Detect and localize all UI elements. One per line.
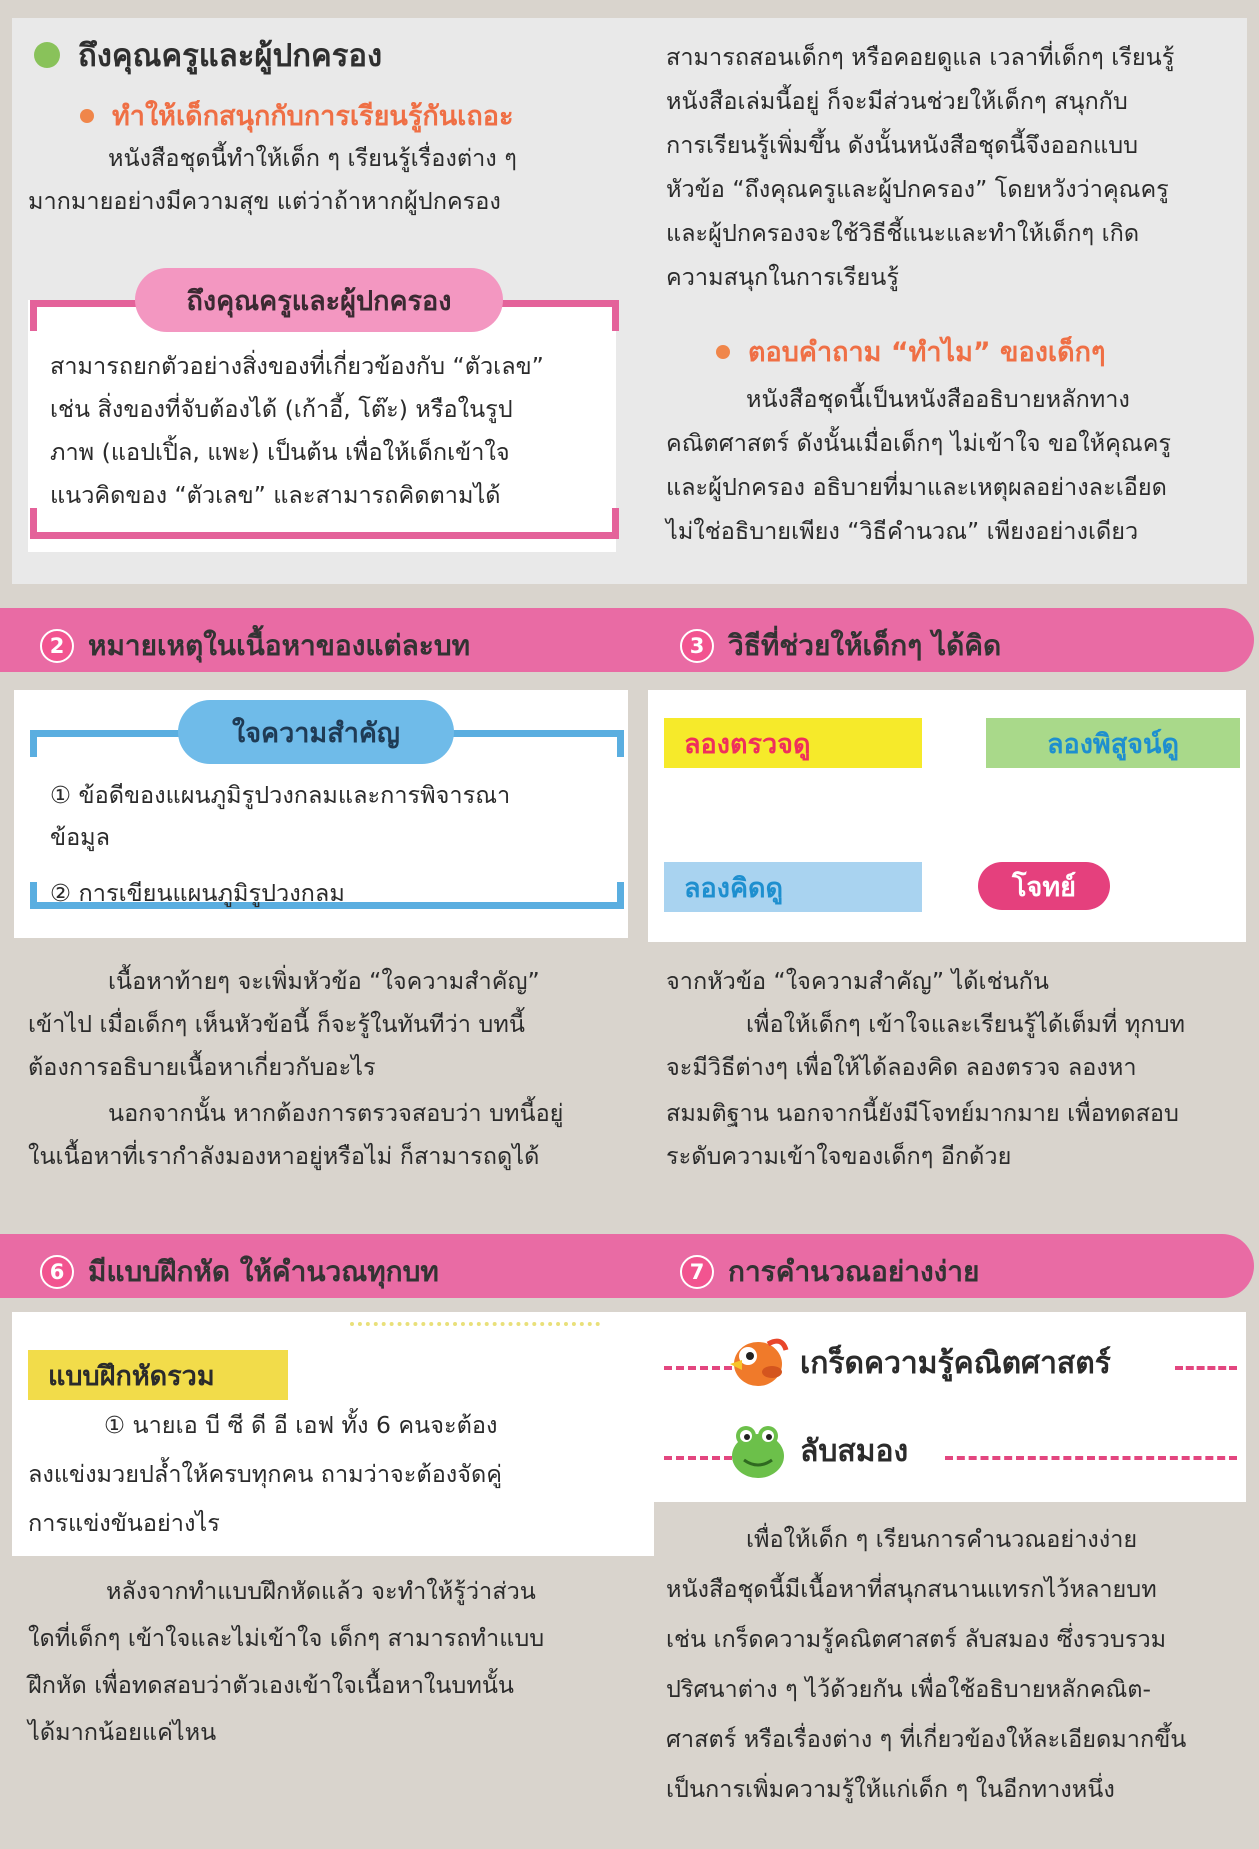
s3-line-3: จะมีวิธีต่างๆ เพื่อให้ได้ลองคิด ลองตรวจ ลองหา [666,1053,1137,1081]
intro-right2-line-4: ไม่ใช่อธิบายเพียง “วิธีคำนวณ” เพียงอย่างเดียว [666,517,1139,545]
s6-line-4: ได้มากน้อยแค่ไหน [28,1718,217,1746]
s3-line-4: สมมติฐาน นอกจากนี้ยังมีโจทย์มากมาย เพื่อทดสอบ [666,1099,1179,1127]
section-7-title: การคำนวณอย่างง่าย [728,1255,980,1288]
intro-right2-line-1: หนังสือชุดนี้เป็นหนังสืออธิบายหลักทาง [746,385,1130,413]
intro-subheading-1-text: ทำให้เด็กสนุกกับการเรียนรู้กันเถอะ [112,101,514,132]
s6-line-1: หลังจากทำแบบฝึกหัดแล้ว จะทำให้รู้ว่าส่วน [106,1577,536,1605]
s6-line-2: ใดที่เด็กๆ เข้าใจและไม่เข้าใจ เด็กๆ สามารถทำแบบ [28,1624,545,1652]
exercise-title: แบบฝึกหัดรวม [28,1350,288,1400]
s7-line-4: ปริศนาต่าง ๆ ไว้ด้วยกัน เพื่อใช้อธิบายหลักคณิต- [666,1675,1151,1703]
intro-left-line-2: มากมายอย่างมีความสุข แต่ว่าถ้าหากผู้ปกครอง [28,187,501,215]
intro-right-line-3: การเรียนรู้เพิ่มขึ้น ดังนั้นหนังสือชุดนี้จึงออกแบบ [666,131,1139,159]
exercise-dotted-line [350,1322,600,1326]
bird-mascot-icon [722,1330,792,1398]
s7-line-3: เช่น เกร็ดความรู้คณิตศาสตร์ ลับสมอง ซึ่งรวบรวม [666,1625,1167,1653]
s2-line-5: ในเนื้อหาที่เรากำลังมองหาอยู่หรือไม่ ก็สามารถดูได้ [28,1142,540,1170]
intro-right-line-2: หนังสือเล่มนี้อยู่ ก็จะมีส่วนช่วยให้เด็กๆ สนุกกับ [666,87,1128,115]
s2-line-2: เข้าไป เมื่อเด็กๆ เห็นหัวข้อนี้ ก็จะรู้ในทันทีว่า บทนี้ [28,1010,525,1038]
section-2-title: หมายเหตุในเนื้อหาของแต่ละบท [88,629,471,662]
key-point-item-1-cont: ข้อมูล [50,823,111,851]
tag-try-think: ลองคิดดู [664,862,922,912]
section-3-title: วิธีที่ช่วยให้เด็กๆ ได้คิด [728,629,1002,662]
s7-line-1: เพื่อให้เด็ก ๆ เรียนการคำนวณอย่างง่าย [746,1525,1138,1553]
parents-note-title: ถึงคุณครูและผู้ปกครอง [135,268,503,332]
intro-subheading-2-text: ตอบคำถาม “ทำไม” ของเด็กๆ [748,337,1106,368]
s3-line-1: จากหัวข้อ “ใจความสำคัญ” ได้เช่นกัน [666,967,1049,995]
s6-line-3: ฝึกหัด เพื่อทดสอบว่าตัวเองเข้าใจเนื้อหาในบทนั้น [28,1671,514,1699]
key-point-item-1: ① ข้อดีของแผนภูมิรูปวงกลมและการพิจารณา [50,781,511,809]
exercise-line-1: ① นายเอ บี ซี ดี อี เอฟ ทั้ง 6 คนจะต้อง [104,1411,498,1439]
parents-note-line-3: ภาพ (แอปเปิ้ล, แพะ) เป็นต้น เพื่อให้เด็กเข้าใจ [50,438,510,466]
section-6-title: มีแบบฝึกหัด ให้คำนวณทุกบท [88,1255,439,1288]
s2-line-1: เนื้อหาท้ายๆ จะเพิ่มหัวข้อ “ใจความสำคัญ” [108,967,540,995]
section-7-header [680,1250,979,1294]
intro-subheading-2 [716,330,1106,373]
s7-line-2: หนังสือชุดนี้มีเนื้อหาที่สนุกสนานแทรกไว้หลายบท [666,1575,1157,1603]
parents-note-line-1: สามารถยกตัวอย่างสิ่งของที่เกี่ยวข้องกับ “ตัวเลข” [50,352,544,380]
dash-right-2 [945,1456,1237,1460]
intro-right-line-6: ความสนุกในการเรียนรู้ [666,263,899,291]
section-6-header [40,1250,439,1294]
s7-line-5: ศาสตร์ หรือเรื่องต่าง ๆ ที่เกี่ยวข้องให้ละเอียดมากขึ้น [666,1725,1187,1753]
key-point-item-2: ② การเขียนแผนภูมิรูปวงกลม [50,879,345,907]
intro-right-line-5: และผู้ปกครองจะใช้วิธีชี้แนะและทำให้เด็กๆ เกิด [666,219,1140,247]
green-bullet-icon [34,42,60,68]
s2-line-4: นอกจากนั้น หากต้องการตรวจสอบว่า บทนี้อยู่ [108,1099,564,1127]
intro-right2-line-2: คณิตศาสตร์ ดังนั้นเมื่อเด็กๆ ไม่เข้าใจ ขอให้คุณครู [666,429,1172,457]
s3-line-2: เพื่อให้เด็กๆ เข้าใจและเรียนรู้ได้เต็มที่ ทุกบท [746,1010,1185,1038]
frog-mascot-icon [722,1418,792,1488]
intro-subheading-1 [80,94,513,137]
intro-right2-line-3: และผู้ปกครอง อธิบายที่มาและเหตุผลอย่างละเอียด [666,473,1167,501]
key-point-title: ใจความสำคัญ [178,700,454,764]
tag-try-check: ลองตรวจดู [664,718,922,768]
tag-problem: โจทย์ [978,862,1110,910]
orange-bullet-icon [80,109,94,123]
number-7-icon: 7 [680,1255,714,1289]
parents-note-line-2: เช่น สิ่งของที่จับต้องได้ (เก้าอี้, โต๊ะ) หรือในรูป [50,395,513,423]
math-trivia-label: เกร็ดความรู้คณิตศาสตร์ [800,1346,1111,1381]
intro-heading [34,30,382,80]
tag-try-prove: ลองพิสูจน์ดู [986,718,1240,768]
intro-left-line-1: หนังสือชุดนี้ทำให้เด็ก ๆ เรียนรู้เรื่องต่าง ๆ [108,144,517,172]
intro-heading-text: ถึงคุณครูและผู้ปกครอง [78,38,383,74]
intro-right-line-4: หัวข้อ “ถึงคุณครูและผู้ปกครอง” โดยหวังว่าคุณครู [666,175,1169,203]
s7-line-6: เป็นการเพิ่มความรู้ให้แก่เด็ก ๆ ในอีกทางหนึ่ง [666,1775,1115,1803]
s3-line-5: ระดับความเข้าใจของเด็กๆ อีกด้วย [666,1142,1012,1170]
number-6-icon: 6 [40,1255,74,1289]
orange-bullet-icon [716,345,730,359]
number-2-icon: 2 [40,629,74,663]
exercise-line-3: การแข่งขันอย่างไร [28,1509,220,1537]
section-3-header [680,624,1001,668]
number-3-icon: 3 [680,629,714,663]
parents-note-line-4: แนวคิดของ “ตัวเลข” และสามารถคิดตามได้ [50,481,501,509]
section-2-header [40,624,470,668]
intro-right-line-1: สามารถสอนเด็กๆ หรือคอยดูแล เวลาที่เด็กๆ เรียนรู้ [666,43,1175,71]
s2-line-3: ต้องการอธิบายเนื้อหาเกี่ยวกับอะไร [28,1053,376,1081]
dash-right-1 [1175,1366,1237,1370]
brain-teaser-label: ลับสมอง [800,1434,909,1469]
exercise-line-2: ลงแข่งมวยปล้ำให้ครบทุกคน ถามว่าจะต้องจัดคู่ [28,1460,503,1488]
